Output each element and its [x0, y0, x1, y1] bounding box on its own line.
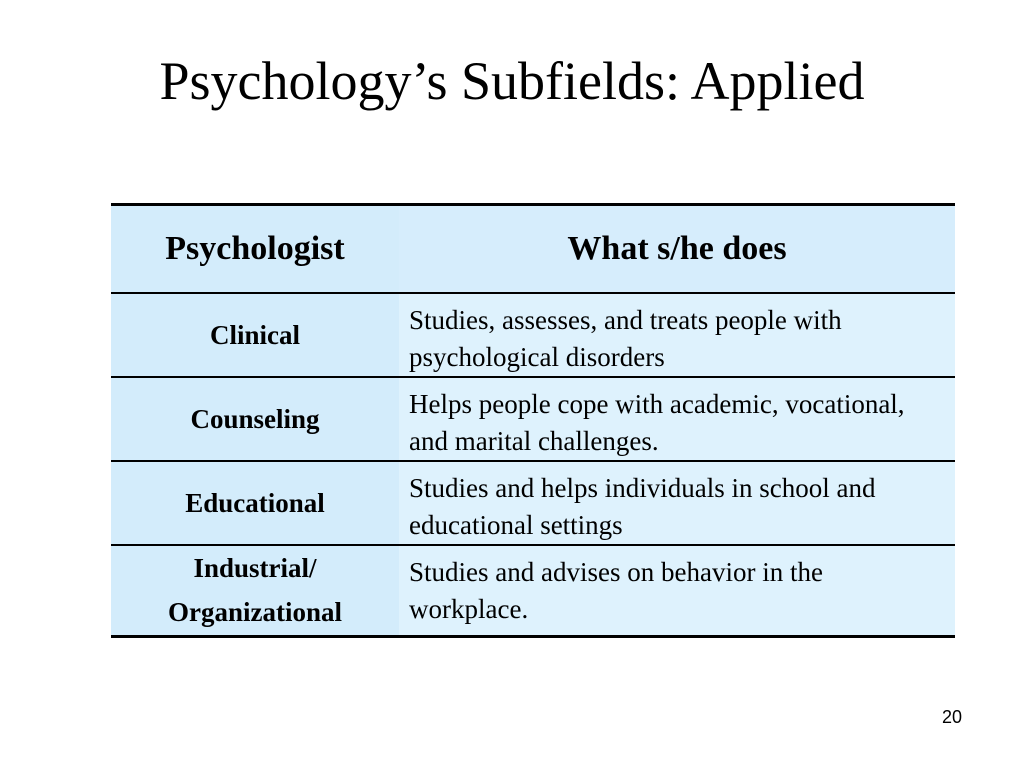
psychologist-type-cell: Counseling	[111, 377, 399, 461]
table-row	[111, 293, 955, 377]
column-header-what-does: What s/he does	[399, 205, 955, 293]
table-row	[111, 461, 955, 545]
psychologist-type-line-1: Industrial/	[193, 553, 317, 584]
description-cell: Studies, assesses, and treats people with psychological disorders	[399, 293, 955, 377]
table-row	[111, 545, 955, 637]
table-row	[111, 377, 955, 461]
psychologist-type-cell	[111, 545, 399, 637]
psychologist-type-cell: Clinical	[111, 293, 399, 377]
description-cell: Studies and helps individuals in school and educational settings	[399, 461, 955, 545]
description-cell: Studies and advises on behavior in the workplace.	[399, 545, 955, 637]
table-header-row	[111, 205, 955, 293]
page-number: 20	[941, 707, 962, 727]
psychologist-type-line-2: Organizational	[168, 597, 342, 628]
column-header-psychologist: Psychologist	[111, 205, 399, 293]
subfields-table	[111, 203, 955, 638]
slide-title: Psychology’s Subfields: Applied	[159, 51, 865, 111]
psychologist-type-cell: Educational	[111, 461, 399, 545]
description-cell: Helps people cope with academic, vocational, and marital challenges.	[399, 377, 955, 461]
